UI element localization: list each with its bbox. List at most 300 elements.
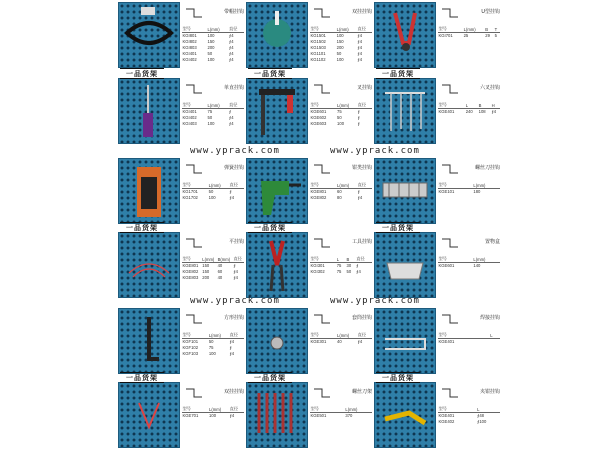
spec-block xyxy=(438,4,500,66)
spec-block xyxy=(438,310,500,372)
spec-table xyxy=(182,26,244,62)
spec-table xyxy=(310,102,372,126)
catalog-item xyxy=(246,232,374,302)
catalog-item xyxy=(118,78,246,148)
spec-cell: ∮ xyxy=(233,263,236,269)
brand-row xyxy=(116,68,502,78)
spec-table xyxy=(438,332,500,345)
spec-cell: ∮ xyxy=(229,109,232,115)
spec-cell: 100 xyxy=(208,350,216,356)
spec-table xyxy=(310,256,372,275)
url-row xyxy=(116,146,502,158)
spec-header: 直径 xyxy=(229,182,244,189)
spec-block xyxy=(310,4,372,66)
spec-cell: ∮4 xyxy=(229,44,234,50)
spec-cell xyxy=(490,339,500,345)
spec-block xyxy=(438,234,500,296)
product-photo xyxy=(118,2,180,68)
brand-row xyxy=(116,372,502,382)
spec-cell: KGF103 xyxy=(182,350,199,356)
catalog-item xyxy=(118,2,246,72)
spec-cell: 100 xyxy=(336,33,344,39)
spec-cell: KGE401 xyxy=(438,413,455,419)
catalog-item xyxy=(118,232,246,302)
catalog-item xyxy=(246,2,374,72)
spec-cell: KGE501 xyxy=(310,413,327,419)
product-photo xyxy=(374,2,436,68)
spec-header: B xyxy=(485,26,494,33)
spec-header: 型号 xyxy=(310,182,337,189)
spec-header: 型号 xyxy=(438,182,473,189)
spec-cell: KG1502 xyxy=(310,39,326,45)
spec-cell: KGE601 xyxy=(438,263,455,269)
spec-row xyxy=(438,189,500,195)
spec-cell: 200 xyxy=(202,274,210,280)
item-name: 双挂挂钩 xyxy=(351,9,372,15)
spec-cell: KGI301 xyxy=(310,263,325,269)
spec-cell: KG1501 xyxy=(310,33,326,39)
spec-cell: KGI401 xyxy=(182,109,197,115)
spec-header: 型号 xyxy=(438,102,465,109)
spec-block xyxy=(438,384,500,446)
spec-cell: KG1101 xyxy=(310,50,326,56)
hook-diagram-icon xyxy=(184,162,206,176)
spec-cell: ∮4 xyxy=(229,50,234,56)
spec-cell: KGI803 xyxy=(182,44,197,50)
spec-row xyxy=(182,195,244,201)
spec-block xyxy=(182,384,244,446)
spec-table xyxy=(182,256,244,280)
spec-header: 型号 xyxy=(182,102,207,109)
item-name: 螺丝刀架 xyxy=(351,389,372,395)
spec-block xyxy=(438,80,500,142)
spec-cell: 75 xyxy=(208,345,214,351)
spec-cell: ∮4 xyxy=(229,115,234,121)
spec-header: 型号 xyxy=(182,406,209,413)
spec-cell: 75 xyxy=(336,263,342,269)
spec-header: B xyxy=(478,102,491,109)
spec-cell: ∮4 xyxy=(357,33,363,39)
spec-header: 型号 xyxy=(438,332,490,339)
spec-cell: KGI402 xyxy=(182,56,197,62)
spec-cell: ∮ xyxy=(357,189,360,195)
spec-header: 型号 xyxy=(310,102,337,109)
product-photo xyxy=(246,382,308,448)
spec-cell: 50 xyxy=(207,115,213,121)
spec-header: L(mm) xyxy=(337,182,358,189)
spec-block xyxy=(182,234,244,296)
product-photo xyxy=(374,308,436,374)
item-name: 弹簧挂钩 xyxy=(223,165,244,171)
spec-row xyxy=(310,121,372,127)
spec-cell: 100 xyxy=(337,120,345,126)
spec-cell: 180 xyxy=(473,189,481,195)
spec-cell: ∮ xyxy=(357,109,360,115)
spec-header: B(mm) xyxy=(217,256,233,263)
item-name: 方形挂钩 xyxy=(223,315,244,321)
spec-cell: 75 xyxy=(337,109,342,115)
hook-diagram-icon xyxy=(312,312,334,326)
spec-row xyxy=(182,56,244,62)
spec-cell: ∮4 xyxy=(229,339,235,345)
spec-header: L(mm) xyxy=(473,256,500,263)
spec-table xyxy=(182,406,244,419)
spec-cell: KGF102 xyxy=(182,345,199,351)
spec-header: L(mm) xyxy=(207,26,229,33)
hook-diagram-icon xyxy=(312,82,334,96)
spec-cell: KGE301 xyxy=(310,339,327,345)
spec-cell: ∮4 xyxy=(357,339,363,345)
product-photo xyxy=(246,2,308,68)
spec-cell: KGE402 xyxy=(438,419,455,425)
spec-row xyxy=(310,339,372,345)
spec-cell: KGE701 xyxy=(182,413,199,419)
spec-table xyxy=(310,332,372,345)
hook-diagram-icon xyxy=(184,386,206,400)
spec-cell: 29 xyxy=(485,33,490,39)
catalog-item xyxy=(118,382,246,452)
spec-cell: KGE802 xyxy=(310,195,327,201)
spec-row xyxy=(310,269,372,275)
spec-cell: KGE803 xyxy=(182,274,199,280)
spec-table xyxy=(182,182,244,201)
product-photo xyxy=(246,232,308,298)
spec-block xyxy=(182,4,244,66)
spec-row xyxy=(310,413,372,419)
spec-header: 直径 xyxy=(229,406,244,413)
spec-header: 直径 xyxy=(357,26,372,33)
spec-cell: 5 xyxy=(494,33,497,39)
item-name: 焊接挂钩 xyxy=(479,315,500,321)
product-photo xyxy=(118,158,180,224)
catalog-item xyxy=(118,308,246,378)
spec-cell: 50 xyxy=(346,269,352,275)
spec-cell: ∮4 xyxy=(357,56,363,62)
spec-cell: KGI701 xyxy=(438,33,453,39)
spec-table xyxy=(310,182,372,201)
spec-header: T xyxy=(494,26,500,33)
spec-cell: ∮4 xyxy=(233,269,238,275)
spec-cell: ∮4 xyxy=(357,39,363,45)
spec-cell: 30 xyxy=(346,263,352,269)
spec-cell: 50 xyxy=(337,115,342,121)
brand-logo: 一品货架 xyxy=(248,372,292,383)
spec-header: 型号 xyxy=(310,332,337,339)
spec-row xyxy=(182,413,244,419)
spec-cell: 150 xyxy=(207,39,215,45)
spec-cell: KGE801 xyxy=(310,189,327,195)
hook-diagram-icon xyxy=(440,162,462,176)
spec-cell: KGI802 xyxy=(182,39,197,45)
spec-cell: 60 xyxy=(217,269,223,275)
product-photo xyxy=(374,382,436,448)
spec-header: L xyxy=(465,102,478,109)
spec-table xyxy=(438,406,500,425)
spec-table xyxy=(182,102,244,126)
spec-cell: ∮4 xyxy=(229,413,235,419)
spec-cell: ∮4 xyxy=(357,50,363,56)
spec-cell: ∮4 xyxy=(491,109,497,115)
spec-header: 直径 xyxy=(229,26,244,33)
hook-diagram-icon xyxy=(312,386,334,400)
spec-cell: KGI801 xyxy=(182,33,197,39)
spec-header: 型号 xyxy=(310,256,336,263)
spec-cell: 75 xyxy=(207,109,213,115)
spec-cell: 80 xyxy=(337,195,342,201)
spec-header: L(mm) xyxy=(208,332,229,339)
spec-header: L(mm) xyxy=(473,182,500,189)
spec-table xyxy=(310,26,372,62)
spec-header: 型号 xyxy=(438,26,463,33)
spec-header: L(mm) xyxy=(336,26,357,33)
spec-header: 型号 xyxy=(182,26,207,33)
site-url: www.yprack.com xyxy=(330,296,420,306)
spec-cell: 100 xyxy=(207,33,215,39)
brand-logo: 一品货架 xyxy=(120,222,164,233)
spec-row xyxy=(438,339,500,345)
spec-cell: 40 xyxy=(217,263,223,269)
hook-diagram-icon xyxy=(312,6,334,20)
spec-block xyxy=(182,310,244,372)
spec-cell: 100 xyxy=(207,56,215,62)
hook-diagram-icon xyxy=(440,312,462,326)
spec-cell: KGE802 xyxy=(182,269,199,275)
spec-header: 直径 xyxy=(357,332,372,339)
spec-block xyxy=(310,384,372,446)
catalog-item xyxy=(246,382,374,452)
item-name: 叉挂钩 xyxy=(356,85,372,91)
spec-cell: KGE101 xyxy=(438,189,455,195)
spec-header: L(mm) xyxy=(202,256,217,263)
spec-header: L(mm) xyxy=(337,102,358,109)
brand-logo: 一品货架 xyxy=(376,222,420,233)
spec-block xyxy=(182,160,244,222)
spec-cell: ∮4 xyxy=(229,33,234,39)
spec-header: L(mm) xyxy=(208,182,229,189)
brand-row xyxy=(116,222,502,232)
spec-header: 直径 xyxy=(229,332,244,339)
spec-cell: ∮4 xyxy=(357,44,363,50)
hook-diagram-icon xyxy=(440,236,462,250)
brand-logo: 一品货架 xyxy=(120,68,164,79)
spec-cell: ∮4 xyxy=(233,274,238,280)
spec-row xyxy=(438,263,500,269)
spec-cell: 75 xyxy=(336,269,342,275)
catalog-page xyxy=(116,0,502,450)
spec-row xyxy=(438,419,500,425)
item-name: U型挂钩 xyxy=(481,9,500,15)
product-photo xyxy=(118,382,180,448)
spec-cell: ∮ xyxy=(229,189,232,195)
spec-block xyxy=(310,310,372,372)
spec-header: L(mm) xyxy=(207,102,229,109)
site-url: www.yprack.com xyxy=(330,146,420,156)
hook-diagram-icon xyxy=(184,82,206,96)
item-name: 工具挂钩 xyxy=(351,239,372,245)
spec-header: 型号 xyxy=(438,406,477,413)
spec-row xyxy=(310,56,372,62)
spec-cell: 40 xyxy=(337,339,342,345)
spec-row xyxy=(438,109,500,115)
spec-header: 型号 xyxy=(310,26,336,33)
hook-diagram-icon xyxy=(440,82,462,96)
spec-table xyxy=(438,256,500,269)
brand-logo: 一品货架 xyxy=(248,68,292,79)
item-name: 单直挂钩 xyxy=(223,85,244,91)
spec-cell: ∮4 xyxy=(229,39,234,45)
spec-header: 型号 xyxy=(310,406,345,413)
hook-diagram-icon xyxy=(312,236,334,250)
spec-cell: ∮ xyxy=(357,120,360,126)
spec-cell: 150 xyxy=(336,39,344,45)
spec-cell: 370 xyxy=(345,413,353,419)
spec-row xyxy=(182,275,244,281)
product-photo xyxy=(118,78,180,144)
item-name: 六叉挂钩 xyxy=(479,85,500,91)
product-photo xyxy=(246,158,308,224)
catalog-item xyxy=(374,308,502,378)
item-name: 夹钳挂钩 xyxy=(479,389,500,395)
spec-cell: ∮48 xyxy=(477,413,484,419)
spec-header: L(mm) xyxy=(209,406,230,413)
brand-logo: 一品货架 xyxy=(376,372,420,383)
catalog-item xyxy=(118,158,246,228)
spec-cell: KGE401 xyxy=(438,109,455,115)
product-photo xyxy=(118,308,180,374)
spec-header: 直径 xyxy=(233,256,244,263)
spec-row xyxy=(182,121,244,127)
spec-cell: KGE801 xyxy=(182,263,199,269)
spec-cell: 108 xyxy=(478,109,486,115)
spec-header: 型号 xyxy=(182,182,208,189)
spec-header: 型号 xyxy=(438,256,473,263)
spec-cell: 50 xyxy=(208,189,214,195)
spec-cell: 60 xyxy=(337,189,342,195)
spec-table xyxy=(438,102,500,115)
catalog-item xyxy=(374,2,502,72)
spec-row xyxy=(438,33,500,39)
brand-logo: 一品货架 xyxy=(376,68,420,79)
spec-cell: KG1702 xyxy=(182,195,198,201)
spec-block xyxy=(310,160,372,222)
spec-table xyxy=(438,182,500,195)
product-photo xyxy=(374,232,436,298)
spec-header: 直径 xyxy=(357,102,372,109)
item-name: 置物盒 xyxy=(484,239,500,245)
spec-cell: KGI403 xyxy=(182,120,197,126)
spec-table xyxy=(438,26,500,39)
item-name: 平挂钩 xyxy=(228,239,244,245)
spec-header: L xyxy=(490,332,500,339)
spec-row xyxy=(310,195,372,201)
spec-cell: 100 xyxy=(336,56,344,62)
catalog-item xyxy=(246,78,374,148)
spec-block xyxy=(310,80,372,142)
item-name: 钳类挂钩 xyxy=(351,165,372,171)
spec-cell: KG1102 xyxy=(310,56,326,62)
spec-cell: 140 xyxy=(473,263,481,269)
product-photo xyxy=(118,232,180,298)
spec-header: H xyxy=(491,102,500,109)
hook-diagram-icon xyxy=(184,312,206,326)
spec-cell: 50 xyxy=(336,50,342,56)
spec-cell: 25 xyxy=(463,33,469,39)
spec-header: 直径 xyxy=(229,102,244,109)
spec-cell: 100 xyxy=(208,195,216,201)
spec-cell: 50 xyxy=(208,339,214,345)
spec-cell: KGE602 xyxy=(310,115,327,121)
spec-cell: 150 xyxy=(202,263,210,269)
hook-diagram-icon xyxy=(312,162,334,176)
catalog-item xyxy=(374,382,502,452)
spec-cell: ∮4 xyxy=(229,195,235,201)
spec-header: L(mm) xyxy=(345,406,372,413)
spec-header: L(mm) xyxy=(337,332,358,339)
item-name: 带帽挂钩 xyxy=(223,9,244,15)
spec-cell: ∮ xyxy=(229,345,232,351)
catalog-item xyxy=(374,78,502,148)
spec-cell: 50 xyxy=(207,50,213,56)
catalog-item xyxy=(246,158,374,228)
site-url: www.yprack.com xyxy=(190,296,280,306)
product-photo xyxy=(246,308,308,374)
spec-cell: ∮4 xyxy=(357,195,363,201)
hook-diagram-icon xyxy=(440,386,462,400)
spec-block xyxy=(438,160,500,222)
hook-diagram-icon xyxy=(184,6,206,20)
product-photo xyxy=(374,158,436,224)
catalog-item xyxy=(374,232,502,302)
brand-logo: 一品货架 xyxy=(248,222,292,233)
spec-cell: ∮4 xyxy=(229,120,234,126)
spec-block xyxy=(310,234,372,296)
spec-cell: 100 xyxy=(207,120,215,126)
spec-cell: KG1701 xyxy=(182,189,198,195)
spec-header: L xyxy=(477,406,500,413)
spec-cell: ∮ xyxy=(356,263,359,269)
spec-row xyxy=(182,351,244,357)
spec-cell: ∮4 xyxy=(229,56,234,62)
item-name: 套筒挂钩 xyxy=(351,315,372,321)
spec-cell: 200 xyxy=(336,44,344,50)
product-photo xyxy=(374,78,436,144)
spec-cell: 150 xyxy=(202,269,210,275)
hook-diagram-icon xyxy=(440,6,462,20)
spec-cell: ∮ xyxy=(357,115,360,121)
spec-cell: KG1503 xyxy=(310,44,326,50)
spec-cell: KGI302 xyxy=(310,269,325,275)
spec-header: 直径 xyxy=(356,256,372,263)
spec-header: 型号 xyxy=(182,256,202,263)
item-name: 螺丝刀挂钩 xyxy=(474,165,500,171)
spec-cell: 40 xyxy=(217,274,223,280)
spec-table xyxy=(310,406,372,419)
product-photo xyxy=(246,78,308,144)
spec-header: L(mm) xyxy=(463,26,485,33)
spec-cell: KGE603 xyxy=(310,120,327,126)
catalog-item xyxy=(246,308,374,378)
spec-cell: ∮4 xyxy=(356,269,361,275)
brand-logo: 一品货架 xyxy=(120,372,164,383)
spec-header: 型号 xyxy=(182,332,208,339)
spec-cell: KGI402 xyxy=(182,115,197,121)
hook-diagram-icon xyxy=(184,236,206,250)
site-url: www.yprack.com xyxy=(190,146,280,156)
item-name: 双挂挂钩 xyxy=(223,389,244,395)
url-row xyxy=(116,296,502,308)
spec-header: L xyxy=(336,256,346,263)
spec-cell: KGE601 xyxy=(310,109,327,115)
